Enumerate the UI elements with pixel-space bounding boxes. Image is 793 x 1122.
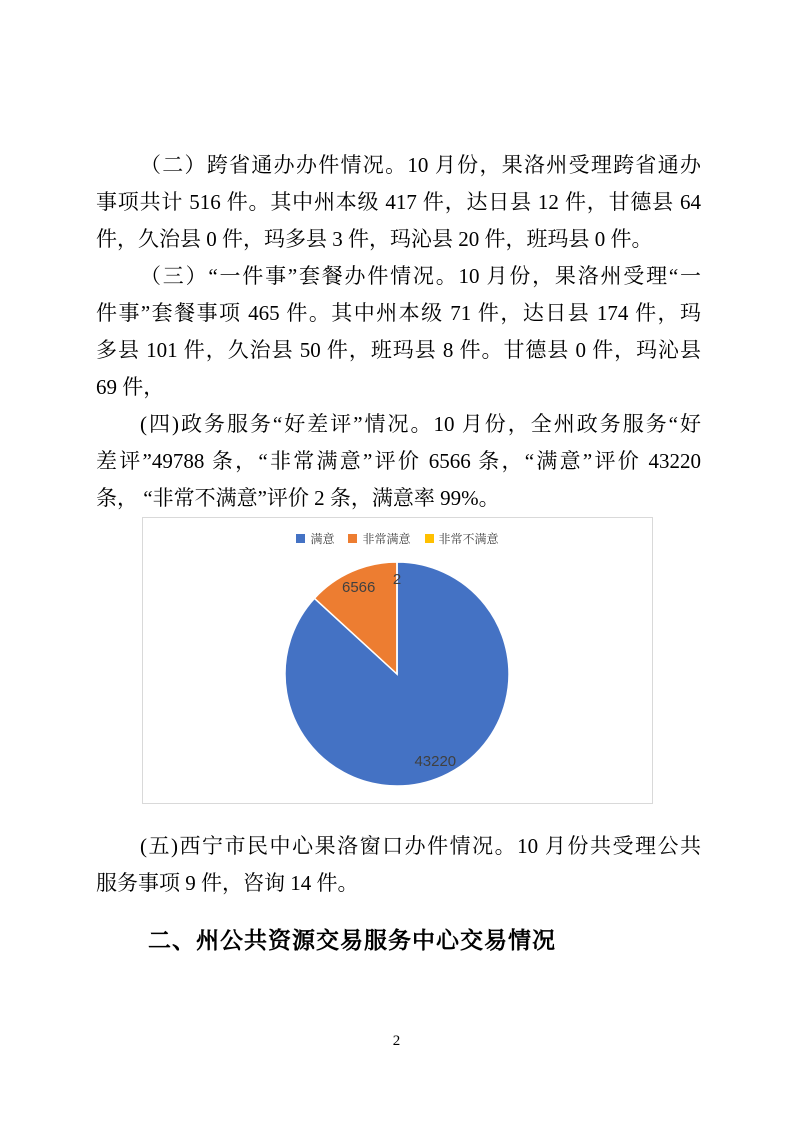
- legend-label: 非常不满意: [438, 532, 499, 546]
- text-line: 服务事项 9 件，咨询 14 件。: [96, 871, 359, 895]
- section-heading: 二、州公共资源交易服务中心交易情况: [148, 927, 556, 953]
- page-number: 2: [392, 1033, 401, 1049]
- text-line: 条， “非常不满意”评价 2 条，满意率 99%。: [96, 486, 500, 510]
- legend-item-very-satisfied: [348, 530, 410, 547]
- chart-legend: [143, 530, 652, 547]
- legend-label: 满意: [310, 532, 335, 546]
- legend-swatch-icon: [348, 534, 357, 543]
- paragraph-xining-window: [96, 828, 701, 902]
- text-line: （三）“一件事”套餐办件情况。10 月份，果洛州受理“一: [140, 264, 701, 288]
- text-line: (四)政务服务“好差评”情况。10 月份，全州政务服务“好: [140, 412, 701, 436]
- document-body: [96, 147, 701, 959]
- pie-data-label: 6566: [342, 578, 376, 596]
- pie-chart-plot: [143, 518, 652, 803]
- text-line: 件事”套餐事项 465 件。其中州本级 71 件，达日县 174 件，玛: [96, 301, 701, 325]
- pie-data-label: 2: [392, 570, 402, 588]
- paragraph-cross-province: [96, 147, 701, 258]
- legend-label: 非常满意: [362, 532, 411, 546]
- text-line: 多县 101 件，久治县 50 件，班玛县 8 件。甘德县 0 件，玛沁县: [96, 338, 701, 362]
- text-line: 事项共计 516 件。其中州本级 417 件，达日县 12 件，甘德县 64: [96, 190, 701, 214]
- text-line: 69 件，: [96, 375, 165, 399]
- legend-swatch-icon: [296, 534, 305, 543]
- legend-swatch-icon: [425, 534, 434, 543]
- text-line: 件，久治县 0 件，玛多县 3 件，玛沁县 20 件，班玛县 0 件。: [96, 227, 653, 251]
- legend-item-very-unsatisfied: [425, 530, 499, 547]
- text-line: (五)西宁市民中心果洛窗口办件情况。10 月份共受理公共: [140, 834, 701, 858]
- paragraph-service-rating: [96, 406, 701, 517]
- pie-chart: [142, 517, 653, 804]
- text-line: 差评”49788 条，“非常满意”评价 6566 条，“满意”评价 43220: [96, 449, 701, 473]
- legend-item-satisfied: [296, 530, 334, 547]
- paragraph-one-thing-package: [96, 258, 701, 406]
- pie-data-label: 43220: [414, 753, 457, 771]
- text-line: （二）跨省通办办件情况。10 月份，果洛州受理跨省通办: [140, 153, 701, 177]
